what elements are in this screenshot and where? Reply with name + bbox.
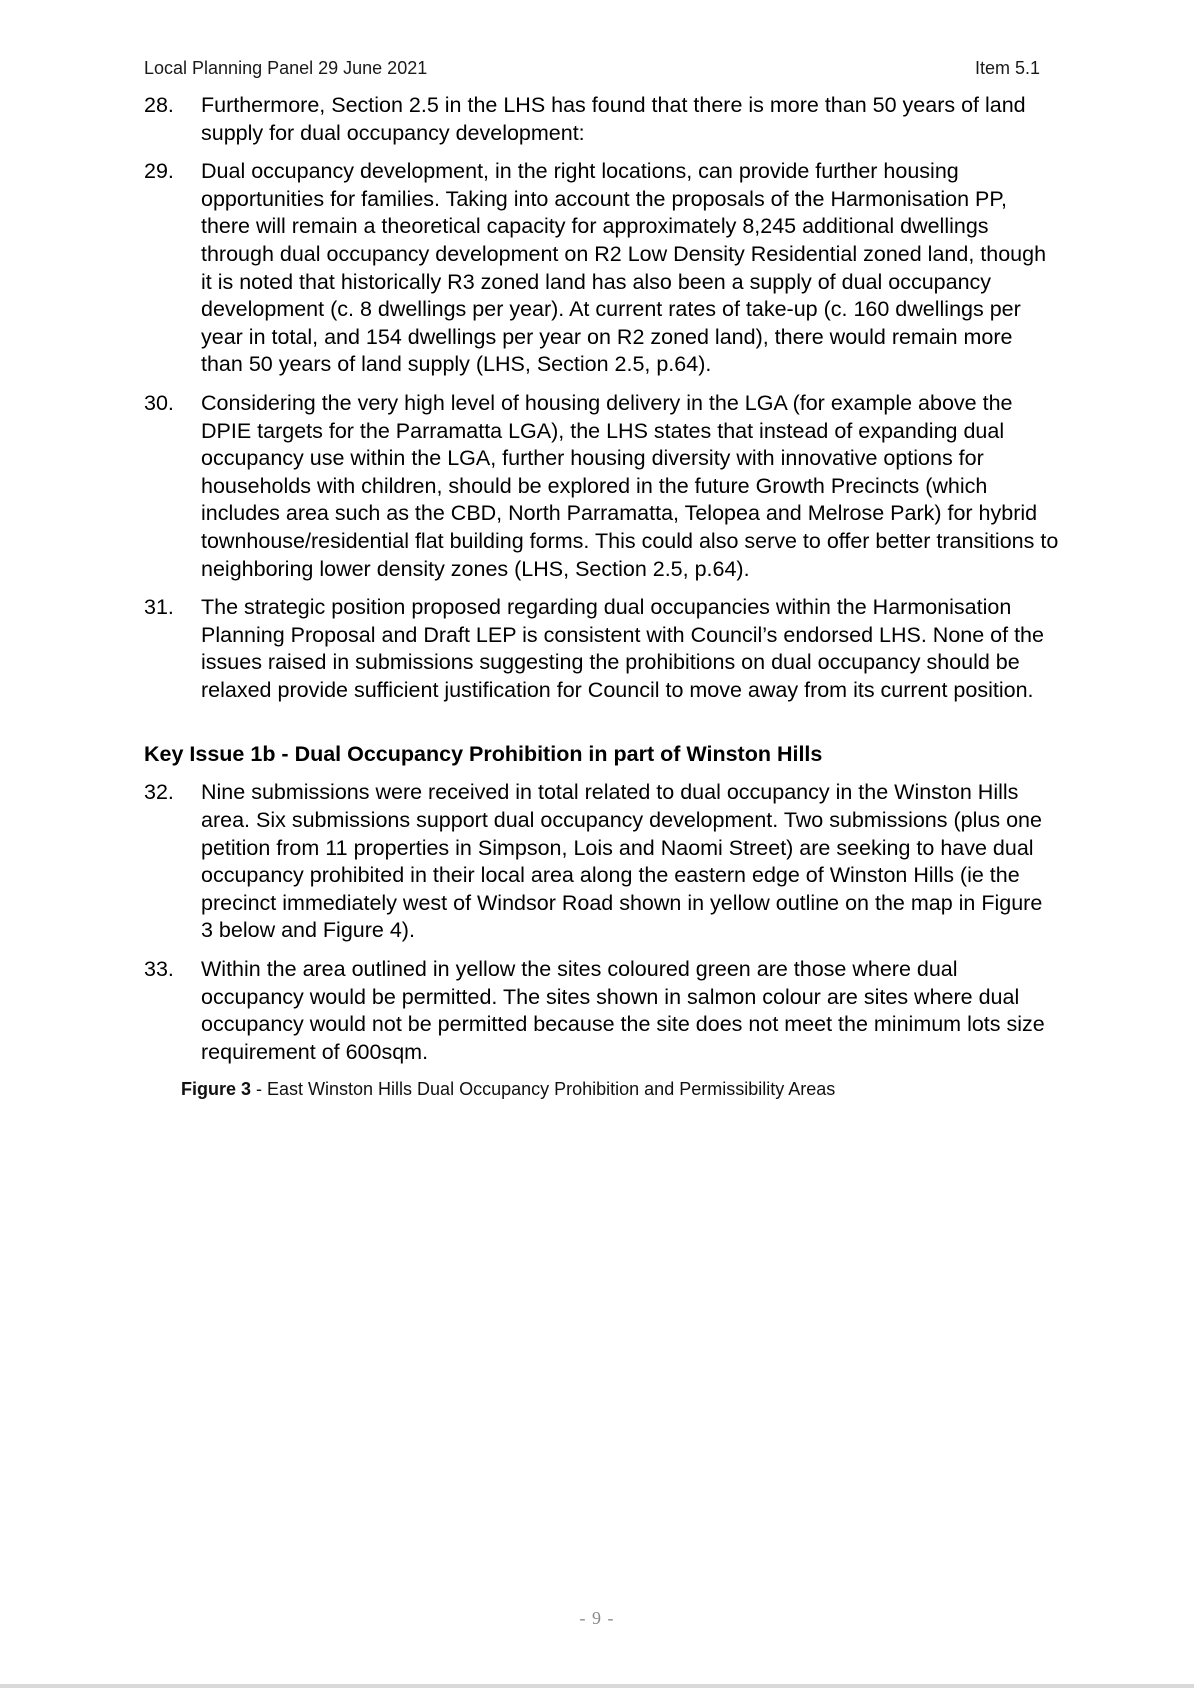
paragraph-text: Dual occupancy development, in the right locations, can provide further housing opportunities for families. Taking into account the proposals of the Harmonisation PP, there will remain a theoretical capacity for approximately 8,245 additional dwellings through dual occupancy development on R2 Low Density Residential zoned land, though it is noted that historically R3 zoned land has also been a supply of dual occupancy development (c. 8 dwellings per year). At current rates of take-up (c. 160 dwellings per year in total, and 154 dwellings per year on R2 zoned land), there would remain more than 50 years of land supply (LHS, Section 2.5, p.64).: [201, 159, 1047, 377]
numbered-paragraph: [144, 92, 1060, 147]
page-header: [144, 56, 1040, 80]
paragraph-text: The strategic position proposed regarding dual occupancies within the Harmonisation Planning Proposal and Draft LEP is consistent with Council’s endorsed LHS. None of the issues raised in submissions suggesting the prohibitions on dual occupancy should be relaxed provide sufficient justification for Council to move away from its current position.: [201, 595, 1044, 702]
paragraph-text: Considering the very high level of housing delivery in the LGA (for example above the DPIE targets for the Parramatta LGA), the LHS states that instead of expanding dual occupancy use within the LGA, further housing diversity with innovative options for households with children, should be explored in the future Growth Precincts (which includes area such as the CBD, North Parramatta, Telopea and Melrose Park) for hybrid townhouse/residential flat building forms. This could also serve to offer better transitions to neighboring lower density zones (LHS, Section 2.5, p.64).: [201, 390, 1059, 581]
paragraph-text: Furthermore, Section 2.5 in the LHS has found that there is more than 50 years of land supply for dual occupancy development:: [201, 93, 1026, 145]
figure-caption: [144, 1077, 1060, 1101]
document-body: [144, 92, 1060, 1101]
paragraph-text: Nine submissions were received in total related to dual occupancy in the Winston Hills area. Six submissions support dual occupancy development. Two submissions (plus one petition from 11 properties in Simpson, Lois and Naomi Street) are seeking to have dual occupancy prohibited in their local area along the eastern edge of Winston Hills (ie the precinct immediately west of Windsor Road shown in yellow outline on the map in Figure 3 below and Figure 4).: [201, 780, 1043, 943]
numbered-paragraph: [144, 390, 1060, 583]
paragraph-number: 31.: [144, 595, 174, 620]
header-item-number: Item 5.1: [974, 58, 1040, 78]
numbered-paragraph: [144, 594, 1060, 704]
paragraph-number: 32.: [144, 780, 174, 805]
numbered-paragraph: [144, 158, 1060, 379]
paragraph-number: 30.: [144, 390, 174, 415]
paragraph-number: 29.: [144, 159, 174, 184]
figure-caption-text: - East Winston Hills Dual Occupancy Prohibition and Permissibility Areas: [251, 1079, 836, 1100]
numbered-paragraph: [144, 779, 1060, 945]
figure-caption-label: Figure 3: [181, 1079, 252, 1100]
page-number: - 9 -: [579, 1608, 615, 1628]
paragraph-number: 28.: [144, 93, 174, 117]
paragraph-text: Within the area outlined in yellow the sites coloured green are those where dual occupancy would be permitted. The sites shown in salmon colour are sites where dual occupancy would not be permitted because the site does not meet the minimum lots size requirement of 600sqm.: [201, 957, 1045, 1064]
section-heading: Key Issue 1b - Dual Occupancy Prohibition in part of Winston Hills: [144, 742, 823, 767]
page-bottom-edge: [0, 1684, 1194, 1688]
numbered-paragraph: [144, 956, 1060, 1066]
header-meeting-title: Local Planning Panel 29 June 2021: [144, 58, 428, 78]
paragraph-number: 33.: [144, 957, 174, 982]
